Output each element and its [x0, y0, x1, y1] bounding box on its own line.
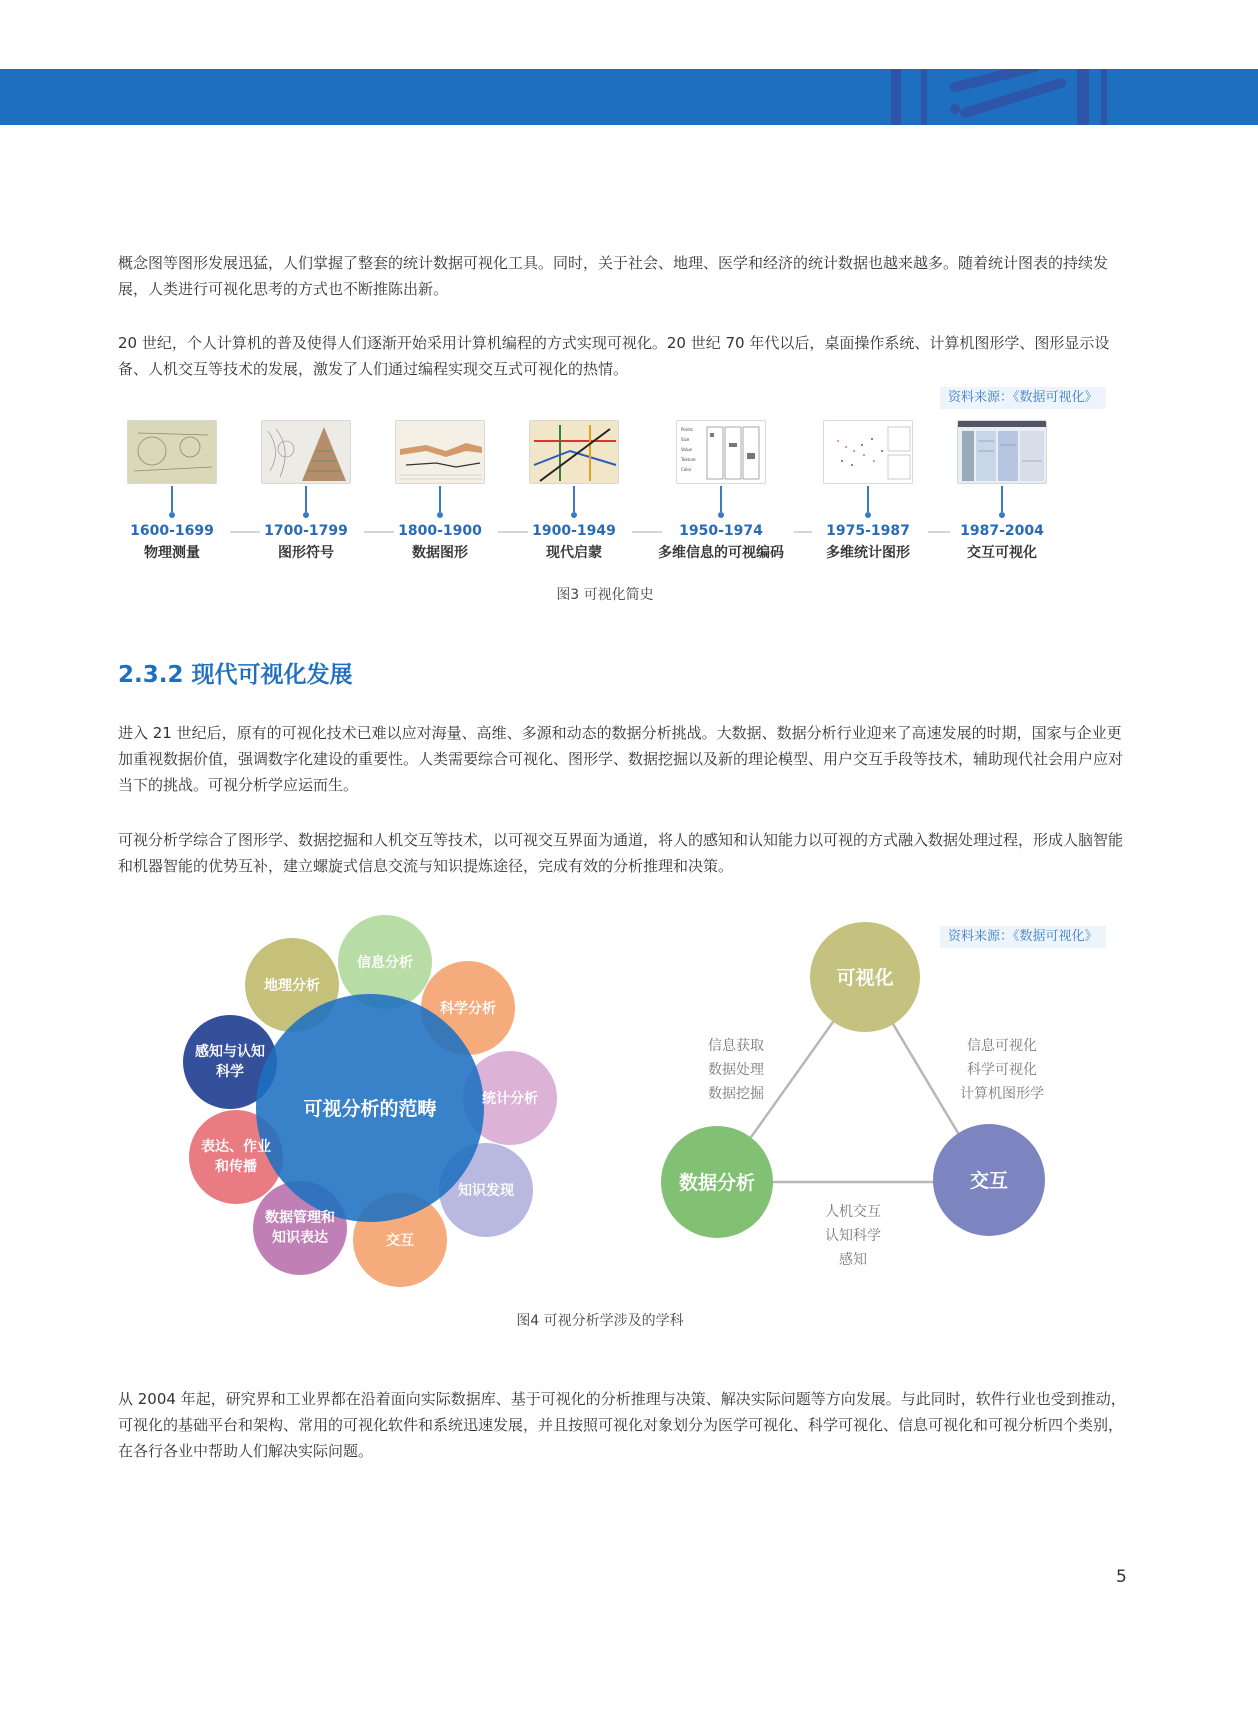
timeline-label: 图形符号	[278, 545, 334, 561]
section-heading: 2.3.2 现代可视化发展	[118, 662, 353, 688]
timeline-item	[808, 412, 928, 562]
petal-label: 数据管理和	[265, 1210, 335, 1226]
timeline-item	[380, 412, 500, 562]
timeline-image-measurement	[127, 420, 217, 484]
petal-label: 表达、作业	[201, 1139, 271, 1155]
edge-label-left: 数据处理	[708, 1062, 764, 1078]
header-logo-decoration	[885, 69, 1125, 125]
paragraph-4: 可视分析学综合了图形学、数据挖掘和人机交互等技术，以可视交互界面为通道，将人的感知和认知能力以可视的方式融入数据处理过程，形成人脑智能和机器智能的优势互补，建立螺旋式信息交流与知识提炼途径，完成有效的分析推理和决策。	[118, 831, 1124, 875]
timeline-item	[112, 412, 232, 562]
timeline-item	[942, 412, 1062, 562]
petal-label: 地理分析	[264, 978, 320, 994]
petal-label: 交互	[386, 1233, 414, 1249]
timeline-range: 1975-1987	[826, 523, 910, 539]
edge-label-bottom: 认知科学	[825, 1228, 881, 1244]
petal-label: 感知与认知	[195, 1044, 265, 1060]
header-band	[0, 69, 1258, 125]
svg-text:Value: Value	[681, 447, 692, 452]
timeline-range: 1950-1974	[679, 523, 763, 539]
edge-label-bottom: 人机交互	[825, 1204, 881, 1220]
node-label: 可视化	[836, 967, 894, 989]
timeline-image-symbols	[261, 420, 351, 484]
paragraph-2: 20 世纪，个人计算机的普及使得人们逐渐开始采用计算机编程的方式实现可视化。20 世纪 70 年代以后，桌面操作系统、计算机图形学、图形显示设备、人机交互等技术的发展，激发了人们通过编程实现交互式可视化的热情。	[118, 334, 1110, 378]
node-label: 数据分析	[678, 1172, 756, 1194]
edge-label-right: 科学可视化	[967, 1062, 1037, 1078]
paragraph-3: 进入 21 世纪后，原有的可视化技术已难以应对海量、高维、多源和动态的数据分析挑战。大数据、数据分析行业迎来了高速发展的时期，国家与企业更加重视数据价值，强调数字化建设的重要性。人类需要综合可视化、图形学、数据挖掘以及新的理论模型、用户交互手段等技术，辅助现代社会用户应对当下的挑战。可视分析学应运而生。	[118, 724, 1124, 794]
petal-label: 知识表达	[272, 1230, 328, 1246]
timeline-label: 多维统计图形	[826, 545, 910, 561]
timeline-range: 1987-2004	[960, 523, 1044, 539]
paragraph-1: 概念图等图形发展迅猛，人们掌握了整套的统计数据可视化工具。同时，关于社会、地理、医学和经济的统计数据也越来越多。随着统计图表的持续发展，人类进行可视化思考的方式也不断推陈出新。	[118, 254, 1109, 298]
figure-3-caption: 图3 可视化简史	[556, 587, 654, 603]
petal-label: 信息分析	[357, 955, 413, 971]
timeline-image-statistics	[823, 420, 913, 484]
petal-label: 科学分析	[440, 1001, 496, 1017]
center-label: 可视分析的范畴	[303, 1098, 437, 1120]
edge-label-right: 信息可视化	[967, 1038, 1037, 1054]
source-note-timeline: 资料来源：《数据可视化》	[940, 387, 1106, 409]
timeline-range: 1900-1949	[532, 523, 616, 539]
petal-label: 和传播	[215, 1159, 257, 1175]
timeline-item	[246, 412, 366, 562]
svg-text:Points: Points	[681, 427, 694, 432]
timeline-image-subway-map	[529, 420, 619, 484]
edge-label-right: 计算机图形学	[960, 1086, 1044, 1102]
timeline-figure	[118, 412, 1128, 572]
timeline-item	[648, 412, 794, 562]
analytics-scope-diagram	[160, 900, 580, 1300]
svg-text:Texture: Texture	[681, 457, 696, 462]
paragraph-5: 从 2004 年起，研究界和工业界都在沿着面向实际数据库、基于可视化的分析推理与决策、解决实际问题等方向发展。与此同时，软件行业也受到推动，可视化的基础平台和架构、常用的可视化软件和系统迅速发展，并且按照可视化对象划分为医学可视化、科学可视化、信息可视化和可视分析四个类别，在各行各业中帮助人们解决实际问题。	[118, 1390, 1126, 1460]
timeline-label: 物理测量	[144, 545, 200, 561]
timeline-range: 1800-1900	[398, 523, 482, 539]
timeline-label: 数据图形	[412, 545, 468, 561]
source-note-diagram: 资料来源：《数据可视化》	[940, 926, 1106, 948]
timeline-range: 1700-1799	[264, 523, 348, 539]
discipline-triangle-diagram	[640, 915, 1070, 1275]
timeline-range: 1600-1699	[130, 523, 214, 539]
timeline-image-encoding	[676, 420, 766, 484]
edge-label-left: 数据挖掘	[708, 1086, 764, 1102]
petal-label: 统计分析	[482, 1091, 538, 1107]
page-number: 5	[1116, 1567, 1127, 1587]
petal-label: 科学	[216, 1064, 244, 1080]
figure-4-caption: 图4 可视分析学涉及的学科	[516, 1313, 684, 1329]
edge-label-bottom: 感知	[839, 1252, 867, 1268]
timeline-image-interactive	[957, 420, 1047, 484]
svg-text:Size: Size	[681, 437, 690, 442]
petal-label: 知识发现	[458, 1183, 514, 1199]
timeline-label: 交互可视化	[967, 545, 1037, 561]
timeline-item	[514, 412, 634, 562]
svg-text:Color: Color	[681, 467, 692, 472]
node-label: 交互	[969, 1170, 1009, 1192]
edge-label-left: 信息获取	[708, 1038, 764, 1054]
timeline-label: 现代启蒙	[546, 545, 602, 561]
timeline-label: 多维信息的可视编码	[658, 545, 784, 561]
timeline-image-data-graphics	[395, 420, 485, 484]
